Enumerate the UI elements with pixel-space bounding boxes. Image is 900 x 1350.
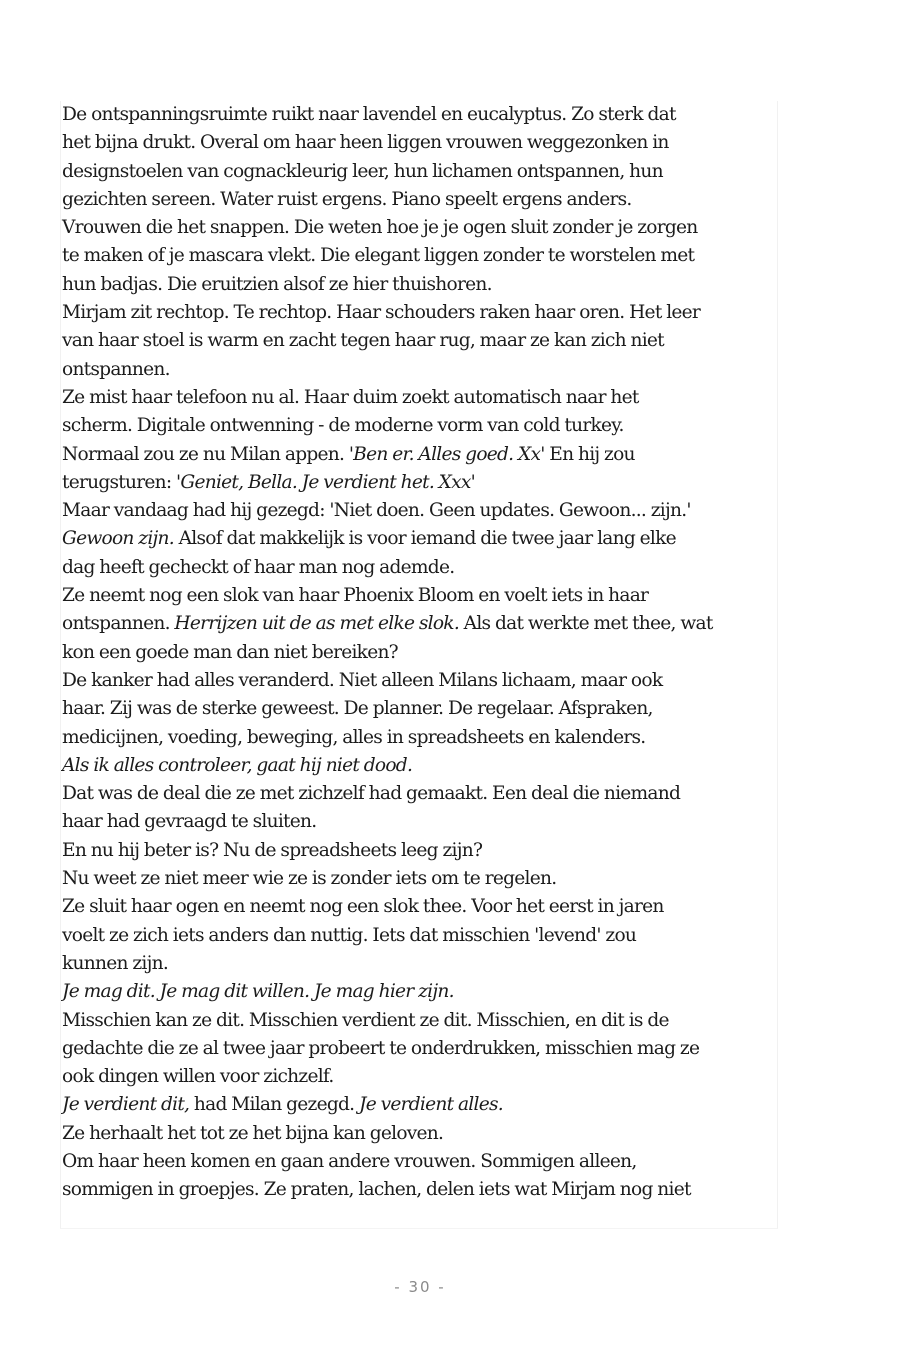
paragraph — [62, 752, 773, 780]
text-segment: kon een goede man dan niet bereiken? — [62, 641, 398, 663]
text-segment: Ze herhaalt het tot ze het bijna kan geloven. — [62, 1122, 444, 1144]
page-body — [60, 101, 778, 1229]
text-segment: Maar vandaag had hij gezegd: 'Niet doen. Geen updates. Gewoon... zijn.' — [62, 500, 691, 522]
italic-text: 'Geniet, Bella. Je verdient het. Xxx' — [176, 471, 476, 493]
paragraph — [62, 582, 773, 667]
text-segment: ontspannen. — [62, 358, 170, 380]
text-segment: dag heeft gecheckt of haar man nog ademde. — [62, 556, 455, 578]
text-segment: Vrouwen die het snappen. Die weten hoe je je ogen sluit zonder je zorgen — [62, 217, 698, 239]
text-segment: Misschien kan ze dit. Misschien verdient ze dit. Misschien, en dit is de — [62, 1009, 669, 1031]
text-segment: gezichten sereen. Water ruist ergens. Piano speelt ergens anders. — [62, 188, 632, 210]
text-segment: Dat was de deal die ze met zichzelf had gemaakt. Een deal die niemand — [62, 783, 681, 805]
text-segment: haar. Zij was de sterke geweest. De planner. De regelaar. Afspraken, — [62, 698, 653, 720]
text-segment: En hij zou — [544, 443, 635, 465]
text-line — [62, 186, 773, 214]
text-line — [62, 327, 773, 355]
text-segment: Alsof dat makkelijk is voor iemand die twee jaar lang elke — [173, 528, 676, 550]
italic-text: Je mag dit. Je mag dit willen. Je mag hier zijn. — [62, 981, 454, 1003]
text-segment: designstoelen van cognackleurig leer, hun lichamen ontspannen, hun — [62, 160, 663, 182]
text-segment: De kanker had alles veranderd. Niet alleen Milans lichaam, maar ook — [62, 669, 663, 691]
text-line — [62, 384, 773, 412]
text-segment: van haar stoel is warm en zacht tegen haar rug, maar ze kan zich niet — [62, 330, 664, 352]
paragraph — [62, 865, 773, 893]
text-line — [62, 158, 773, 186]
text-line — [62, 724, 773, 752]
paragraph — [62, 1120, 773, 1148]
text-segment: terugsturen: — [62, 471, 177, 493]
text-line — [62, 469, 773, 497]
text-segment: En nu hij beter is? Nu de spreadsheets leeg zijn? — [62, 839, 483, 861]
text-segment: had Milan gezegd. — [189, 1094, 359, 1116]
paragraph — [62, 780, 773, 837]
text-line — [62, 497, 773, 525]
text-segment: Ze neemt nog een slok van haar Phoenix Bloom en voelt iets in haar — [62, 585, 649, 607]
text-line — [62, 1007, 773, 1035]
text-line — [62, 582, 773, 610]
text-segment: De ontspanningsruimte ruikt naar lavendel en eucalyptus. Zo sterk dat — [62, 104, 676, 125]
text-line — [62, 101, 773, 129]
text-line — [62, 356, 773, 384]
paragraph — [62, 837, 773, 865]
text-segment: ook dingen willen voor zichzelf. — [62, 1066, 334, 1088]
text-segment: het bijna drukt. Overal om haar heen liggen vrouwen weggezonken in — [62, 132, 669, 154]
text-line — [62, 639, 773, 667]
text-segment: Om haar heen komen en gaan andere vrouwen. Sommigen alleen, — [62, 1150, 637, 1172]
text-line — [62, 1035, 773, 1063]
text-segment: te maken of je mascara vlekt. Die elegant liggen zonder te worstelen met — [62, 245, 695, 267]
text-segment: medicijnen, voeding, beweging, alles in spreadsheets en kalenders. — [62, 726, 646, 748]
paragraph — [62, 978, 773, 1006]
italic-text: Je verdient dit, — [62, 1094, 190, 1116]
text-segment: kunnen zijn. — [62, 952, 168, 974]
text-line — [62, 554, 773, 582]
text-segment: Ze sluit haar ogen en neemt nog een slok thee. Voor het eerst in jaren — [62, 896, 664, 918]
text-line — [62, 865, 773, 893]
text-segment: ontspannen. — [62, 613, 175, 635]
text-segment: sommigen in groepjes. Ze praten, lachen, delen iets wat Mirjam nog niet — [62, 1179, 691, 1201]
text-segment: Ze mist haar telefoon nu al. Haar duim zoekt automatisch naar het — [62, 386, 639, 408]
text-segment: voelt ze zich iets anders dan nuttig. Iets dat misschien 'levend' zou — [62, 924, 637, 946]
text-line — [62, 752, 773, 780]
paragraph — [62, 893, 773, 978]
text-line — [62, 893, 773, 921]
paragraph — [62, 1091, 773, 1119]
text-segment: Als dat werkte met thee, wat — [458, 613, 713, 635]
text-line — [62, 1120, 773, 1148]
paragraph — [62, 1007, 773, 1092]
italic-text: Als ik alles controleer, gaat hij niet dood. — [62, 754, 413, 776]
text-line — [62, 271, 773, 299]
text-line — [62, 299, 773, 327]
paragraph — [62, 384, 773, 441]
text-line — [62, 214, 773, 242]
text-line — [62, 610, 773, 638]
paragraph — [62, 101, 773, 299]
text-line — [62, 950, 773, 978]
text-line — [62, 808, 773, 836]
text-line — [62, 780, 773, 808]
text-line — [62, 837, 773, 865]
italic-text: Herrijzen uit de as met elke slok. — [174, 613, 459, 635]
italic-text: Je verdient alles. — [359, 1094, 503, 1116]
text-segment: Normaal zou ze nu Milan appen. — [62, 443, 349, 465]
text-segment: scherm. Digitale ontwenning - de moderne vorm van cold turkey. — [62, 415, 624, 437]
text-line — [62, 667, 773, 695]
text-line — [62, 1148, 773, 1176]
paragraph — [62, 441, 773, 498]
text-segment: haar had gevraagd te sluiten. — [62, 811, 317, 833]
paragraph — [62, 525, 773, 582]
text-line — [62, 1176, 773, 1204]
text-line — [62, 922, 773, 950]
text-line — [62, 1091, 773, 1119]
text-line — [62, 695, 773, 723]
text-line — [62, 525, 773, 553]
paragraph — [62, 497, 773, 525]
text-line — [62, 412, 773, 440]
italic-text: Gewoon zijn. — [62, 528, 174, 550]
text-segment: Mirjam zit rechtop. Te rechtop. Haar schouders raken haar oren. Het leer — [62, 302, 701, 324]
text-line — [62, 129, 773, 157]
text-segment: hun badjas. Die eruitzien alsof ze hier thuishoren. — [62, 273, 492, 295]
text-line — [62, 441, 773, 469]
text-line — [62, 1063, 773, 1091]
text-line — [62, 242, 773, 270]
paragraph — [62, 1148, 773, 1205]
italic-text: 'Ben er. Alles goed. Xx' — [348, 443, 545, 465]
text-line — [62, 978, 773, 1006]
text-segment: Nu weet ze niet meer wie ze is zonder iets om te regelen. — [62, 868, 557, 890]
page-number: - 30 - — [394, 1278, 446, 1296]
paragraph — [62, 667, 773, 752]
paragraph — [62, 299, 773, 384]
text-segment: gedachte die ze al twee jaar probeert te onderdrukken, misschien mag ze — [62, 1037, 700, 1059]
